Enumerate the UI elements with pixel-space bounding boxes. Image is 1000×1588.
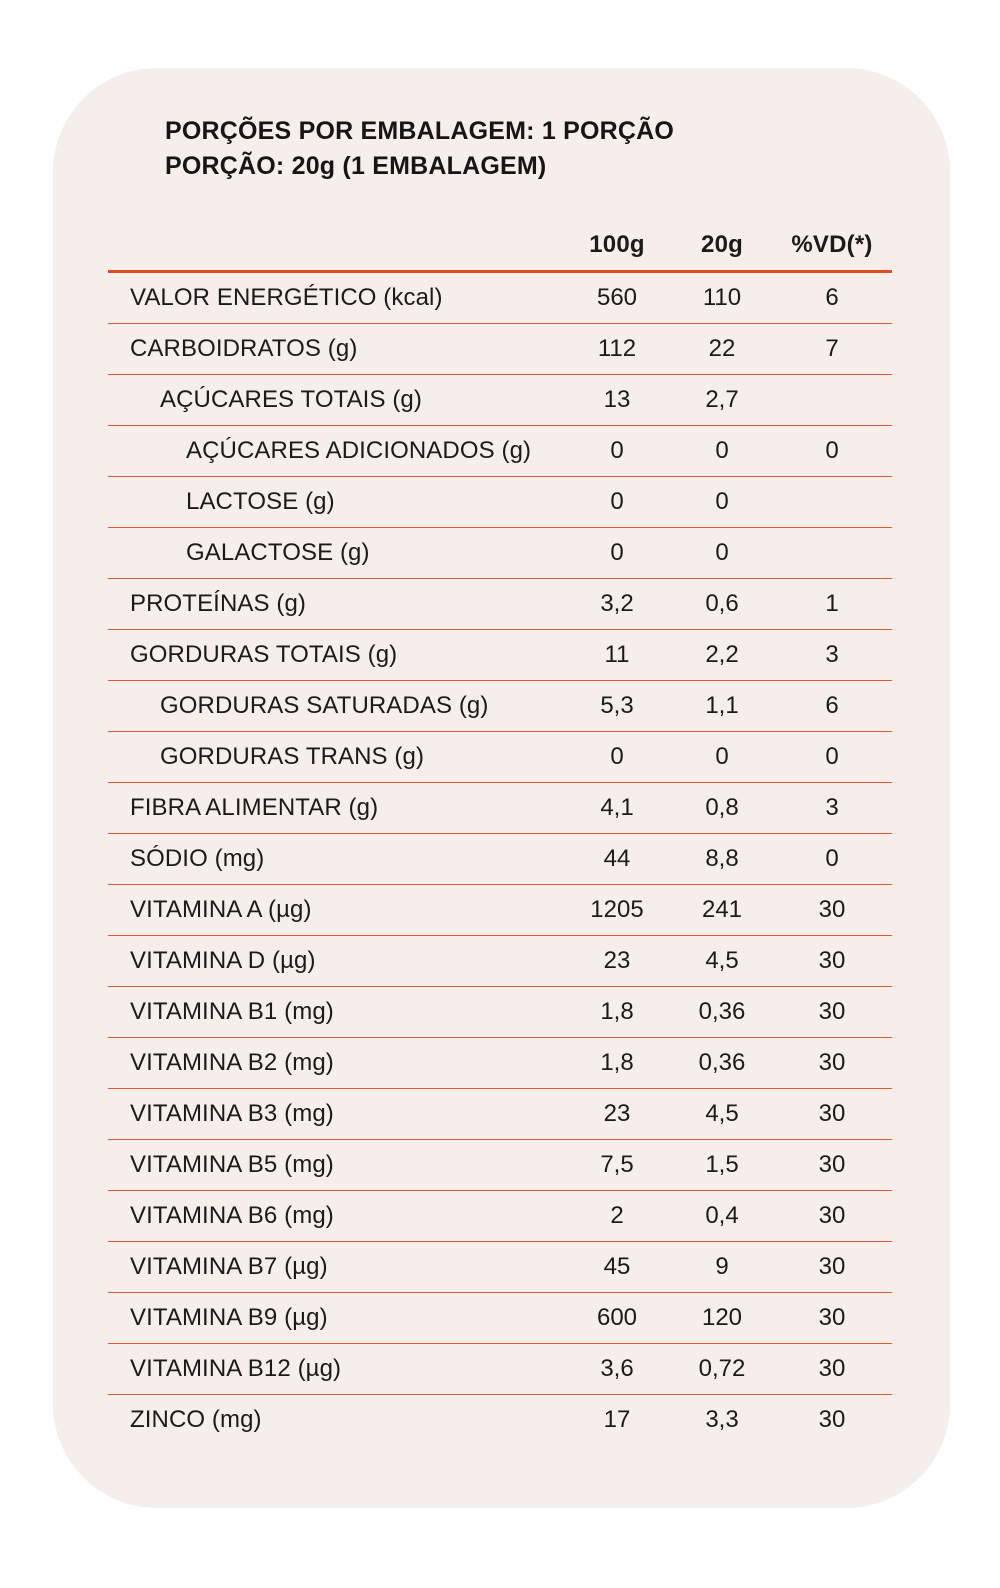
table-row: [108, 1191, 892, 1242]
value-vd: 30: [818, 1253, 846, 1280]
value-vd: 30: [818, 1202, 846, 1229]
table-row: [108, 987, 892, 1038]
value-vd: 30: [818, 1406, 846, 1433]
value-100g: 4,1: [600, 794, 634, 821]
row-label: VITAMINA B5 (mg): [130, 1151, 334, 1178]
serving-size-text: PORÇÃO: 20g (1 EMBALAGEM): [165, 152, 547, 180]
value-vd: 30: [818, 1355, 846, 1382]
value-20g: 0,4: [705, 1202, 739, 1229]
table-row: [108, 1395, 892, 1445]
value-20g: 110: [702, 284, 742, 311]
value-vd: 30: [818, 1151, 846, 1178]
value-20g: 4,5: [705, 1100, 739, 1127]
row-label: VITAMINA B1 (mg): [130, 998, 334, 1025]
row-label: LACTOSE (g): [186, 488, 335, 515]
table-row: [108, 426, 892, 477]
value-20g: 4,5: [705, 947, 739, 974]
value-20g: 241: [701, 896, 743, 923]
value-100g: 23: [603, 1100, 631, 1127]
value-20g: 0,36: [698, 1049, 746, 1076]
row-label: VITAMINA B2 (mg): [130, 1049, 334, 1076]
value-vd: 3: [825, 641, 839, 668]
row-label: ZINCO (mg): [130, 1406, 262, 1433]
value-vd: 7: [825, 335, 839, 362]
value-100g: 7,5: [600, 1151, 634, 1178]
value-100g: 13: [603, 386, 631, 413]
value-20g: 0: [715, 743, 729, 770]
value-20g: 120: [701, 1304, 743, 1331]
table-row: [108, 732, 892, 783]
table-row: [108, 273, 892, 324]
row-label: AÇÚCARES TOTAIS (g): [160, 386, 422, 413]
table-row: [108, 885, 892, 936]
value-vd: 6: [825, 692, 839, 719]
table-row: [108, 324, 892, 375]
value-20g: 0,8: [705, 794, 739, 821]
value-100g: 0: [610, 539, 624, 566]
table-row: [108, 1089, 892, 1140]
value-vd: 1: [825, 590, 839, 617]
row-label: FIBRA ALIMENTAR (g): [130, 794, 379, 821]
value-100g: 23: [603, 947, 631, 974]
value-100g: 0: [610, 743, 624, 770]
nutrition-table-header-row: [108, 220, 892, 273]
value-100g: 112: [597, 335, 637, 362]
value-vd: 30: [818, 1049, 846, 1076]
value-20g: 1,1: [705, 692, 739, 719]
value-20g: 0: [715, 488, 729, 515]
value-100g: 1205: [590, 896, 644, 923]
value-20g: 0: [715, 437, 729, 464]
row-label: VITAMINA B3 (mg): [130, 1100, 334, 1127]
value-20g: 8,8: [705, 845, 739, 872]
column-header-20g: 20g: [701, 231, 743, 258]
table-row: [108, 1344, 892, 1395]
value-100g: 0: [610, 437, 624, 464]
value-vd: 6: [825, 284, 839, 311]
table-row: [108, 936, 892, 987]
nutrition-table-body: [108, 273, 892, 1445]
row-label: GORDURAS TRANS (g): [160, 743, 425, 770]
table-row: [108, 1038, 892, 1089]
row-label: VITAMINA B12 (µg): [130, 1355, 342, 1382]
row-label: VITAMINA D (µg): [130, 947, 316, 974]
value-vd: 30: [818, 947, 846, 974]
value-20g: 0,72: [698, 1355, 746, 1382]
row-label: VITAMINA B7 (µg): [130, 1253, 328, 1280]
value-100g: 2: [610, 1202, 624, 1229]
value-100g: 1,8: [600, 1049, 634, 1076]
value-vd: 30: [818, 896, 846, 923]
row-label: GORDURAS SATURADAS (g): [160, 692, 489, 719]
row-label: AÇÚCARES ADICIONADOS (g): [186, 437, 532, 464]
table-row: [108, 783, 892, 834]
table-row: [108, 681, 892, 732]
row-label: VALOR ENERGÉTICO (kcal): [130, 284, 443, 311]
value-20g: 0,36: [698, 998, 746, 1025]
value-100g: 560: [596, 284, 638, 311]
row-label: GORDURAS TOTAIS (g): [130, 641, 398, 668]
value-100g: 44: [603, 845, 631, 872]
table-row: [108, 1293, 892, 1344]
value-100g: 3,2: [600, 590, 634, 617]
row-label: CARBOIDRATOS (g): [130, 335, 358, 362]
value-20g: 0: [715, 539, 729, 566]
table-row: [108, 477, 892, 528]
value-100g: 1,8: [600, 998, 634, 1025]
row-label: SÓDIO (mg): [130, 845, 265, 872]
row-label: GALACTOSE (g): [186, 539, 370, 566]
value-100g: 600: [596, 1304, 638, 1331]
table-row: [108, 579, 892, 630]
column-header-vd: %VD(*): [791, 231, 873, 258]
value-100g: 5,3: [600, 692, 634, 719]
table-row: [108, 630, 892, 681]
row-label: PROTEÍNAS (g): [130, 590, 306, 617]
value-100g: 0: [610, 488, 624, 515]
value-20g: 9: [715, 1253, 729, 1280]
value-20g: 1,5: [705, 1151, 739, 1178]
value-20g: 22: [708, 335, 736, 362]
value-20g: 3,3: [705, 1406, 739, 1433]
table-row: [108, 1242, 892, 1293]
table-row: [108, 834, 892, 885]
column-header-100g: 100g: [589, 231, 645, 258]
value-vd: 30: [818, 1100, 846, 1127]
value-20g: 0,6: [705, 590, 739, 617]
value-vd: 0: [825, 437, 839, 464]
nutrition-table: [108, 220, 892, 1445]
value-20g: 2,7: [705, 386, 739, 413]
value-vd: 30: [818, 1304, 846, 1331]
value-100g: 45: [603, 1253, 631, 1280]
value-100g: 3,6: [600, 1355, 634, 1382]
value-vd: 30: [818, 998, 846, 1025]
value-vd: 0: [825, 743, 839, 770]
value-vd: 3: [825, 794, 839, 821]
serving-info: [165, 114, 674, 184]
nutrition-label-card: [53, 68, 950, 1508]
row-label: VITAMINA B9 (µg): [130, 1304, 328, 1331]
value-20g: 2,2: [705, 641, 739, 668]
table-row: [108, 1140, 892, 1191]
value-vd: 0: [825, 845, 839, 872]
servings-per-package-text: PORÇÕES POR EMBALAGEM: 1 PORÇÃO: [165, 117, 675, 145]
value-100g: 17: [603, 1406, 631, 1433]
table-row: [108, 375, 892, 426]
value-100g: 11: [604, 641, 630, 668]
row-label: VITAMINA A (µg): [130, 896, 312, 923]
row-label: VITAMINA B6 (mg): [130, 1202, 334, 1229]
table-row: [108, 528, 892, 579]
